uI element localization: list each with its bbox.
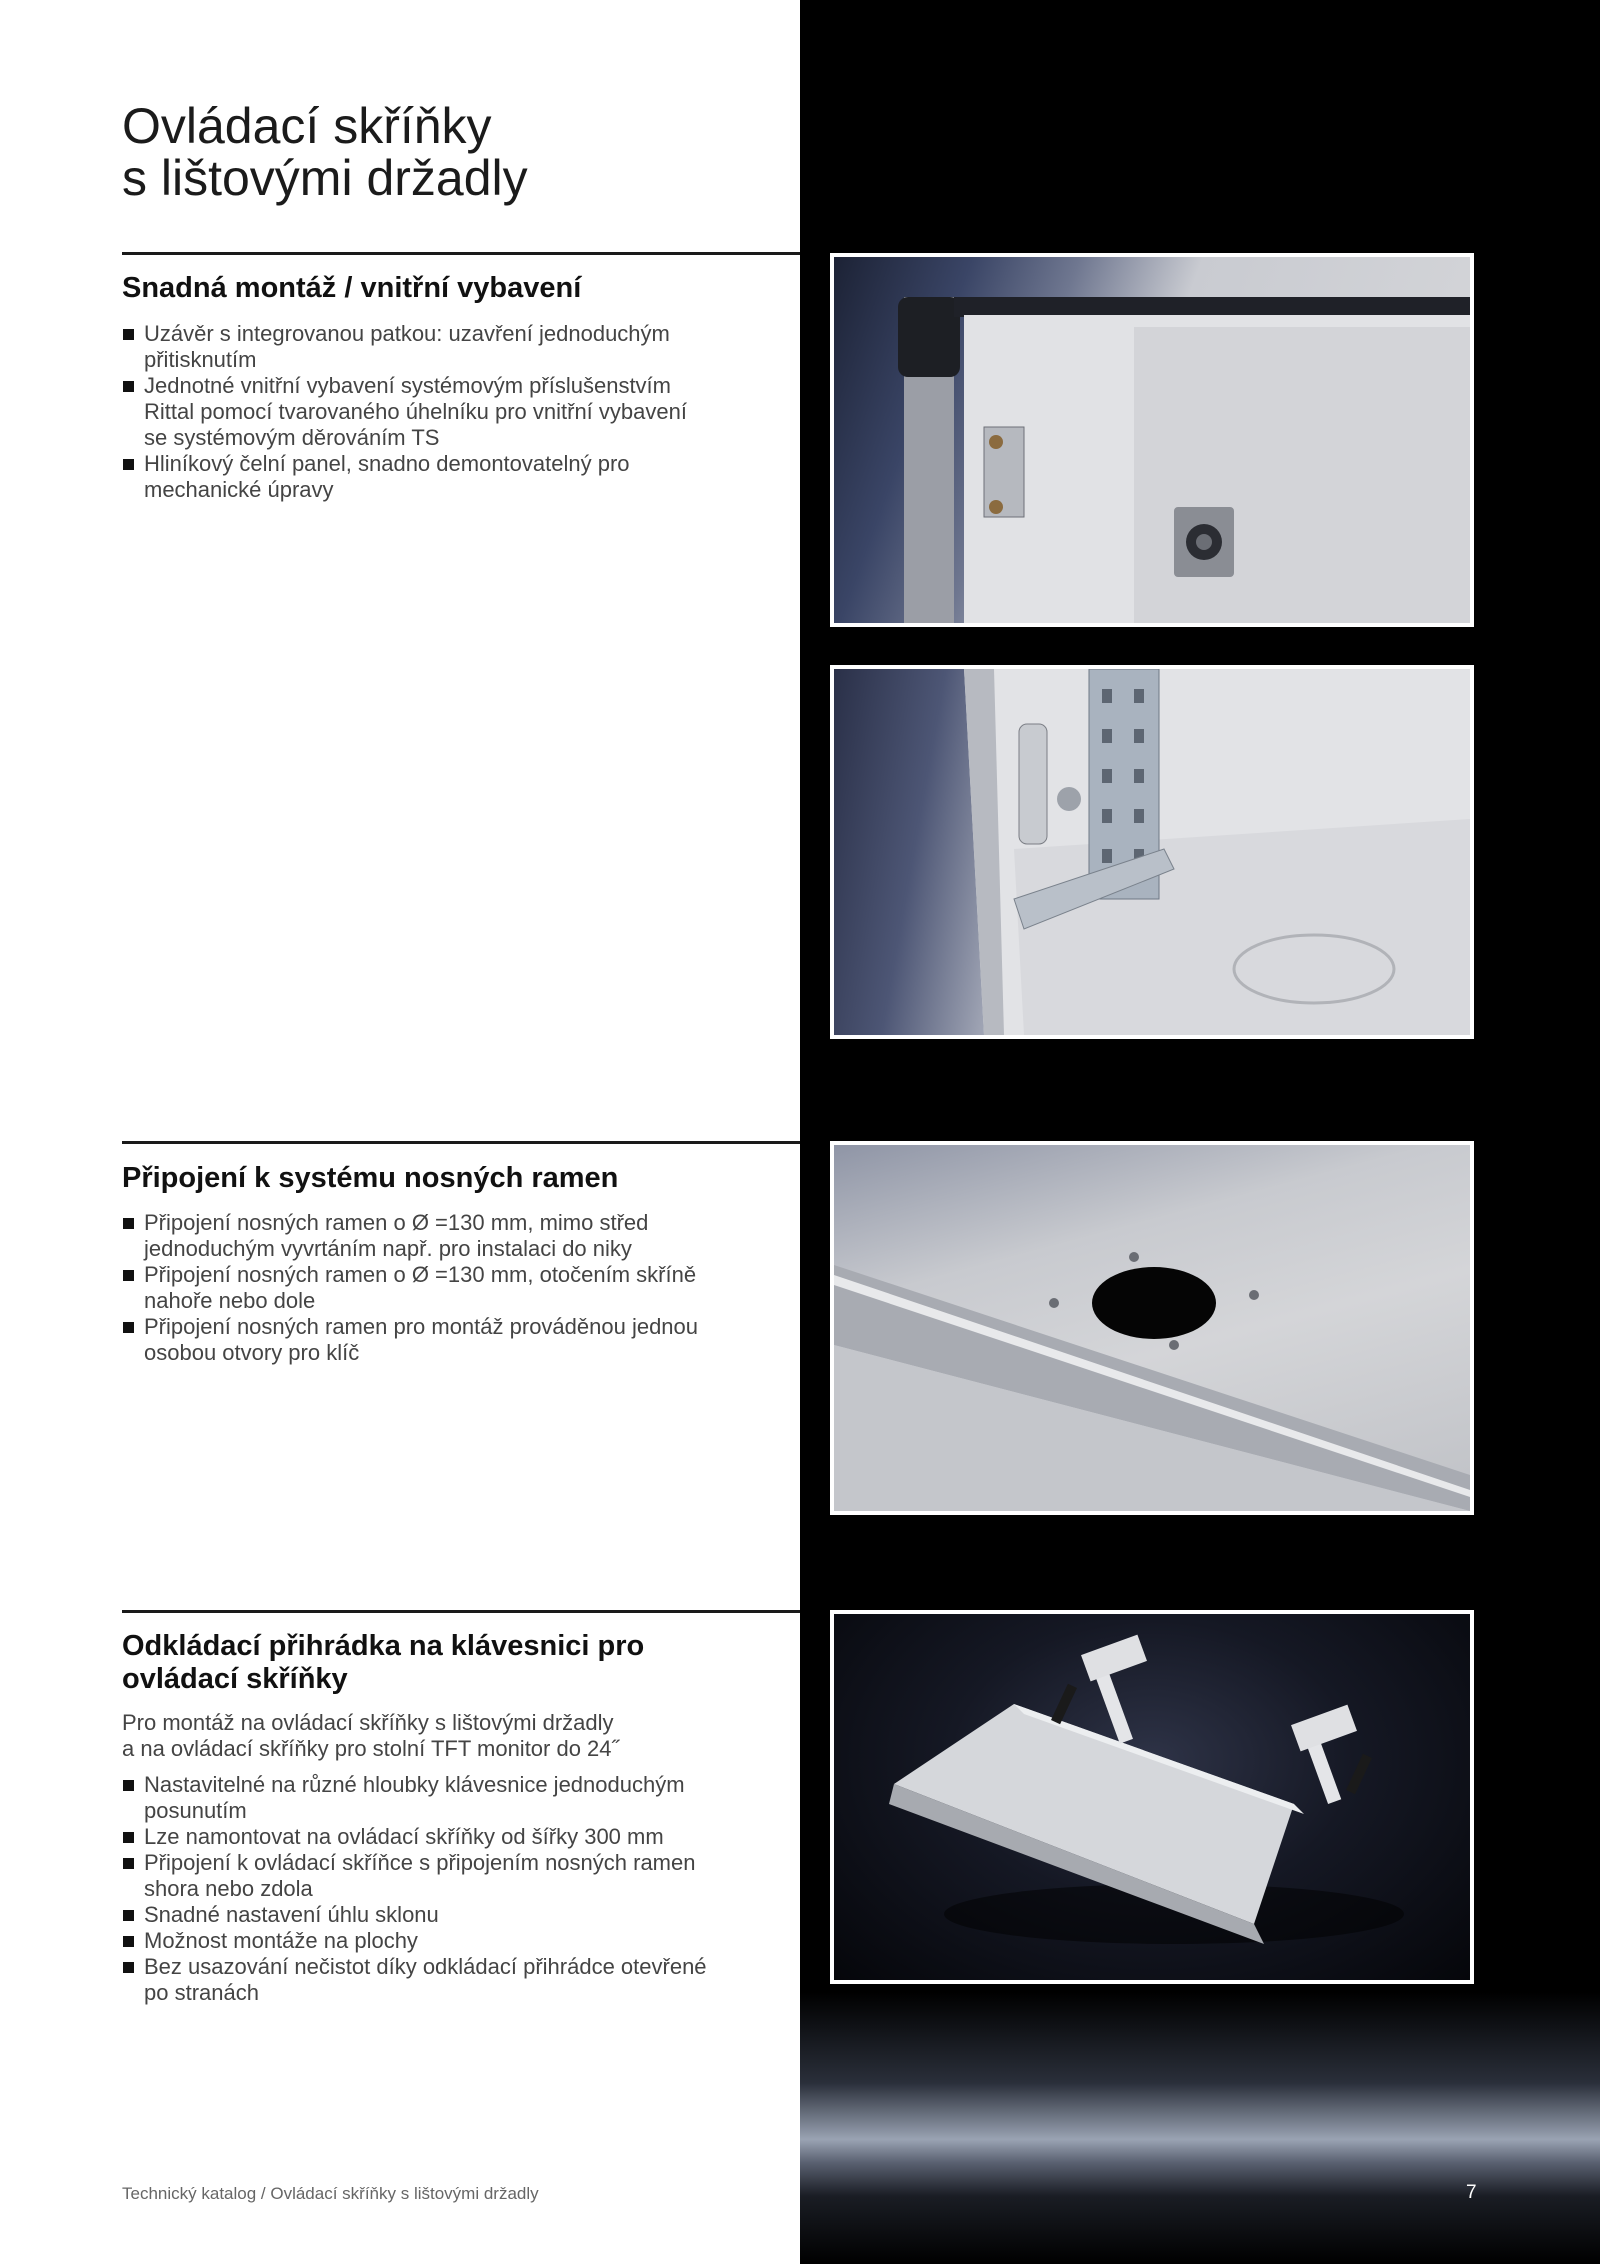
arm-connection-illustration xyxy=(834,1145,1470,1511)
feature-list-arm-system xyxy=(122,1210,762,1366)
keyboard-tray-intro: Pro montáž na ovládací skříňky s lištovými držadly a na ovládací skříňky pro stolní TFT monitor do 24˝ xyxy=(122,1710,619,1761)
list-item: Uzávěr s integrovanou patkou: uzavření jednoduchým přitisknutím xyxy=(122,321,762,373)
feature-list-keyboard-tray xyxy=(122,1772,762,2006)
section-divider xyxy=(122,1610,800,1613)
list-item: Nastavitelné na různé hloubky klávesnice jednoduchým posunutím xyxy=(122,1772,762,1824)
photo-door-lock-detail xyxy=(830,253,1474,627)
photo-interior-mounting xyxy=(830,665,1474,1039)
photo-arm-connection-hole xyxy=(830,1141,1474,1515)
list-item: Hliníkový čelní panel, snadno demontovatelný pro mechanické úpravy xyxy=(122,451,762,503)
list-item: Snadné nastavení úhlu sklonu xyxy=(122,1902,762,1928)
door-lock-illustration xyxy=(834,257,1470,623)
list-item: Bez usazování nečistot díky odkládací přihrádce otevřené po stranách xyxy=(122,1954,762,2006)
section-heading-keyboard-tray: Odkládací přihrádka na klávesnici pro ovládací skříňky xyxy=(122,1630,645,1695)
list-item: Jednotné vnitřní vybavení systémovým příslušenstvím Rittal pomocí tvarovaného úhelníku pro vnitřní vybavení se systémovým děrováním TS xyxy=(122,373,762,451)
list-item: Připojení nosných ramen o Ø =130 mm, mimo střed jednoduchým vyvrtáním např. pro instalaci do niky xyxy=(122,1210,762,1262)
list-item: Připojení nosných ramen pro montáž prováděnou jednou osobou otvory pro klíč xyxy=(122,1314,762,1366)
footer-caption: Technický katalog / Ovládací skříňky s lištovými držadly xyxy=(122,2184,539,2203)
list-item: Připojení nosných ramen o Ø =130 mm, otočením skříně nahoře nebo dole xyxy=(122,1262,762,1314)
page-number: 7 xyxy=(1466,2182,1477,2203)
section-divider xyxy=(122,252,800,255)
section-heading-arm-system: Připojení k systému nosných ramen xyxy=(122,1162,619,1194)
keyboard-tray-illustration xyxy=(834,1614,1470,1980)
section-divider xyxy=(122,1141,800,1144)
page-title: Ovládací skříňky s lištovými držadly xyxy=(122,98,528,206)
list-item: Lze namontovat na ovládací skříňky od šířky 300 mm xyxy=(122,1824,762,1850)
feature-list-assembly xyxy=(122,321,762,503)
list-item: Připojení k ovládací skříňce s připojením nosných ramen shora nebo zdola xyxy=(122,1850,762,1902)
interior-mounting-illustration xyxy=(834,669,1470,1035)
section-heading-assembly: Snadná montáž / vnitřní vybavení xyxy=(122,272,582,304)
list-item: Možnost montáže na plochy xyxy=(122,1928,762,1954)
photo-keyboard-tray xyxy=(830,1610,1474,1984)
